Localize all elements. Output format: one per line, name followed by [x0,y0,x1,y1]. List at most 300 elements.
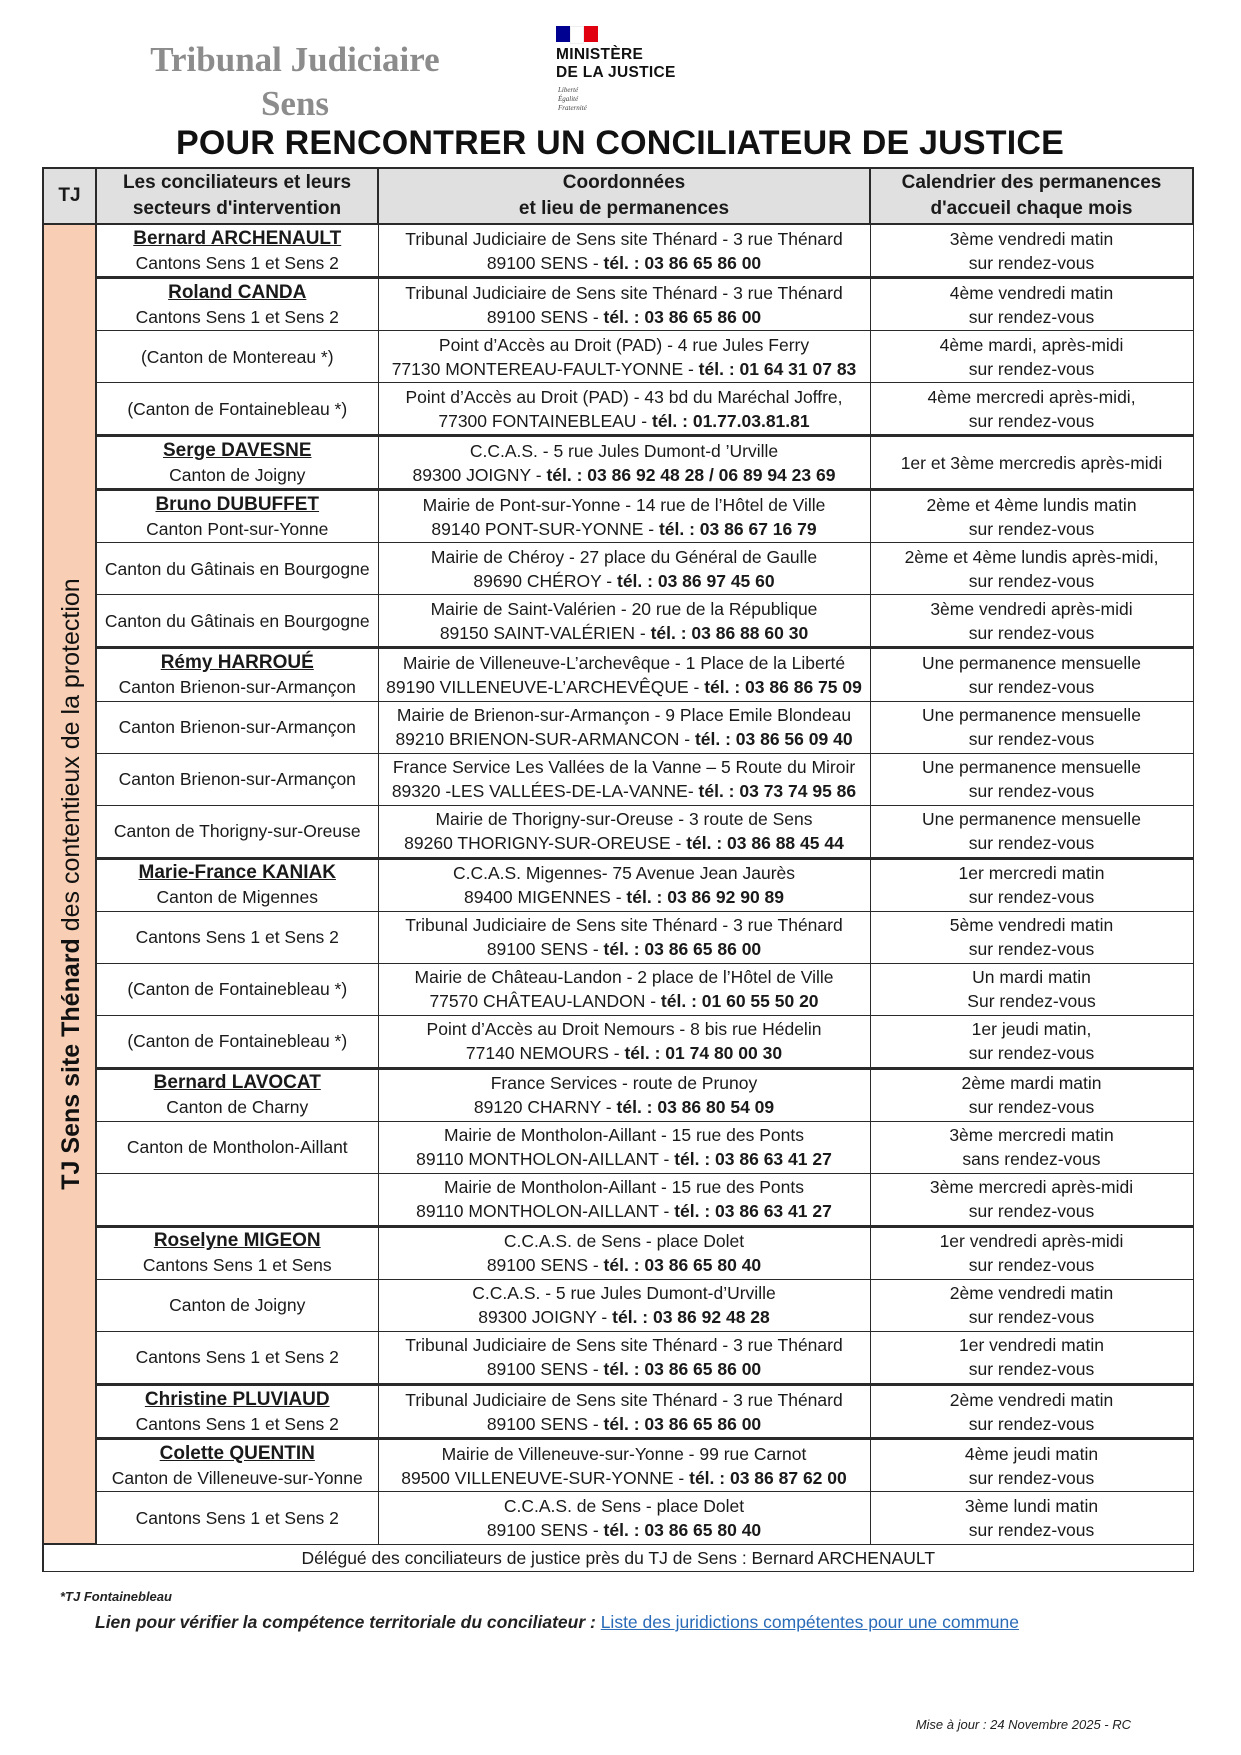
table-row [43,1331,1193,1384]
calendar-line-2: sur rendez-vous [968,622,1095,643]
phone-number: tél. : 01 60 55 50 20 [660,991,819,1012]
conciliator-name: Colette QUENTIN [159,1442,315,1464]
phone-number: tél. : 03 86 88 60 30 [650,622,809,643]
phone-number: tél. : 03 86 97 45 60 [617,570,775,591]
conciliator-name: Roland CANDA [168,281,307,303]
conciliator-cell [96,963,378,1015]
calendar-line-1: 4ème mercredi après-midi, [927,386,1136,407]
calendar-cell [870,1492,1193,1544]
calendar-line-2: sur rendez-vous [968,1201,1095,1222]
calendar-cell [870,963,1193,1015]
address-line-2 [381,1357,868,1381]
phone-number: tél. : 01.77.03.81.81 [652,410,810,431]
sector: Cantons Sens 1 et Sens [142,1255,332,1276]
table-row [43,543,1193,595]
conciliator-cell [96,1173,378,1226]
marianne-flag-icon [556,26,598,44]
sector: Canton Brienon-sur-Armançon [118,769,356,790]
postal-city: 89300 JOIGNY - [478,1307,613,1328]
conciliator-name: Christine PLUVIAUD [144,1388,330,1410]
phone-number: tél. : 03 86 56 09 40 [694,729,853,750]
postal-city: 89120 CHARNY - [473,1097,617,1118]
sector: Canton du Gâtinais en Bourgogne [104,610,370,631]
calendar-line-2: sur rendez-vous [968,1359,1095,1380]
col-header-coords-l1: Coordonnées [562,172,686,193]
calendar-cell [870,331,1193,383]
address-line-1: Mairie de Pont-sur-Yonne - 14 rue de l’Hôtel de Ville [422,494,826,515]
table-row [43,224,1193,278]
sector: (Canton de Fontainebleau *) [127,1031,348,1052]
sector: Cantons Sens 1 et Sens 2 [135,306,339,327]
conciliator-cell [96,224,378,278]
calendar-line-1: 3ème mercredi après-midi [929,1177,1134,1198]
col-header-calendar-l1: Calendrier des permanences [901,172,1162,193]
table-row [43,1068,1193,1121]
address-line-2 [381,621,868,645]
phone-number: tél. : 03 86 80 54 09 [616,1097,775,1118]
postal-city: 89100 SENS - [486,1255,604,1276]
delegate-note: Délégué des conciliateurs de justice près du TJ de Sens : Bernard ARCHENAULT [43,1544,1193,1572]
address-line-2 [381,779,868,803]
conciliator-name: Serge DAVESNE [162,439,312,461]
sector: Cantons Sens 1 et Sens 2 [135,927,339,948]
address-cell [378,1173,870,1226]
table-row [43,1015,1193,1068]
address-line-2 [381,675,868,699]
postal-city: 89400 MIGENNES - [463,887,627,908]
table-row [43,701,1193,753]
calendar-line-1: 4ème jeudi matin [964,1443,1099,1464]
conciliator-cell [96,805,378,858]
postal-city: 89100 SENS - [486,1359,604,1380]
sector: Canton de Montholon-Aillant [126,1137,348,1158]
conciliator-cell [96,543,378,595]
address-line-1: Mairie de Villeneuve-sur-Yonne - 99 rue Carnot [441,1443,807,1464]
address-line-1: France Services - route de Prunoy [490,1073,758,1094]
address-cell [378,1015,870,1068]
sector: (Canton de Fontainebleau *) [127,979,348,1000]
jurisdictions-link[interactable]: Liste des juridictions compétentes pour une commune [600,1612,1019,1632]
address-line-1: Mairie de Montholon-Aillant - 15 rue des Ponts [444,1177,804,1198]
calendar-cell [870,436,1193,490]
calendar-line-2: sur rendez-vous [968,518,1095,539]
calendar-line-1: 3ème vendredi matin [949,228,1114,249]
calendar-line-1: 3ème vendredi après-midi [930,598,1133,619]
conciliator-cell [96,858,378,911]
postal-city: 89100 SENS - [486,306,604,327]
calendar-cell [870,224,1193,278]
sector: Canton de Joigny [169,464,306,485]
address-cell [378,1068,870,1121]
conciliator-name: Rémy HARROUÉ [160,652,314,673]
calendar-line-1: 4ème vendredi matin [949,282,1114,303]
table-row [43,383,1193,436]
postal-city: 89690 CHÉROY - [473,570,617,591]
address-cell [378,1279,870,1331]
table-row [43,911,1193,963]
conciliator-cell [96,1331,378,1384]
table-header-row [43,168,1193,224]
postal-city: 77130 MONTEREAU-FAULT-YONNE - [391,358,699,379]
footnote: *TJ Fontainebleau [60,1589,172,1604]
calendar-line-2: sur rendez-vous [968,252,1095,273]
address-cell [378,701,870,753]
calendar-cell [870,543,1193,595]
calendar-line-1: 4ème mardi, après-midi [939,334,1124,355]
sector: Cantons Sens 1 et Sens 2 [135,1507,339,1528]
sector: Cantons Sens 1 et Sens 2 [135,252,339,273]
address-line-2 [381,727,868,751]
calendar-line-1: Une permanence mensuelle [922,809,1141,830]
sector: Cantons Sens 1 et Sens 2 [135,1347,339,1368]
address-line-1: Tribunal Judiciaire de Sens site Thénard - 3 rue Thénard [405,915,843,936]
sector: (Canton de Fontainebleau *) [127,398,348,419]
calendar-cell [870,1439,1193,1492]
address-cell [378,648,870,701]
court-name [120,38,470,126]
address-cell [378,753,870,805]
postal-city: 89140 PONT-SUR-YONNE - [431,518,659,539]
address-cell [378,595,870,648]
phone-number: tél. : 03 86 65 86 00 [603,306,762,327]
calendar-line-1: Une permanence mensuelle [922,705,1141,726]
address-line-1: C.C.A.S. Migennes- 75 Avenue Jean Jaurès [452,863,796,884]
calendar-line-1: 1er et 3ème mercredis après-midi [900,452,1163,473]
calendar-line-1: 3ème mercredi matin [949,1125,1114,1146]
postal-city: 89500 VILLENEUVE-SUR-YONNE - [401,1467,690,1488]
conciliator-name: Bernard ARCHENAULT [133,227,342,249]
calendar-line-1: 3ème lundi matin [964,1495,1099,1516]
address-cell [378,911,870,963]
conciliator-cell [96,595,378,648]
calendar-cell [870,490,1193,543]
court-line-1: Tribunal Judiciaire [150,40,440,79]
calendar-line-2: sur rendez-vous [968,358,1095,379]
conciliator-cell [96,701,378,753]
address-line-1: Point d’Accès au Droit (PAD) - 4 rue Jules Ferry [438,334,810,355]
sector: Canton de Charny [166,1097,309,1118]
table-row [43,805,1193,858]
phone-number: tél. : 01 74 80 00 30 [624,1043,783,1064]
tj-site-label [43,224,96,1544]
phone-number: tél. : 03 86 87 62 00 [689,1467,847,1488]
address-line-2 [381,1041,868,1065]
address-cell [378,331,870,383]
phone-number: tél. : 03 86 65 86 00 [603,252,762,273]
table-row [43,1492,1193,1544]
calendar-line-2: sur rendez-vous [968,410,1095,431]
address-line-1: Tribunal Judiciaire de Sens site Thénard - 3 rue Thénard [405,228,843,249]
address-cell [378,1121,870,1173]
calendar-line-2: sur rendez-vous [968,570,1095,591]
postal-city: 89300 JOIGNY - [412,464,547,485]
table-row [43,1173,1193,1226]
postal-city: 89260 THORIGNY-SUR-OREUSE - [404,833,687,854]
competence-link-line [95,1612,1019,1633]
address-line-2 [381,251,868,275]
table-row [43,858,1193,911]
table-row [43,595,1193,648]
calendar-line-2: sur rendez-vous [968,677,1095,697]
address-cell [378,1439,870,1492]
sector: Canton Pont-sur-Yonne [146,518,329,539]
calendar-line-2: Sur rendez-vous [967,991,1096,1012]
calendar-cell [870,701,1193,753]
conciliator-cell [96,1068,378,1121]
conciliator-name: Bruno DUBUFFET [155,493,320,515]
sector: Canton Brienon-sur-Armançon [118,677,356,697]
sector: Canton de Thorigny-sur-Oreuse [113,821,361,842]
address-cell [378,1384,870,1438]
calendar-line-1: 2ème et 4ème lundis après-midi, [904,546,1159,567]
tj-site-rest: des contentieux de la protection [57,578,85,939]
calendar-line-2: sur rendez-vous [968,1255,1095,1276]
table-row [43,490,1193,543]
conciliator-name: Roselyne MIGEON [153,1230,321,1252]
address-line-1: Point d’Accès au Droit Nemours - 8 bis rue Hédelin [426,1019,822,1040]
calendar-cell [870,1015,1193,1068]
address-cell [378,224,870,278]
conciliator-cell [96,911,378,963]
postal-city: 77300 FONTAINEBLEAU - [438,410,652,431]
logo-line-1: MINISTÈRE [556,46,644,63]
calendar-line-2: sur rendez-vous [968,939,1095,960]
address-line-2 [381,463,868,487]
calendar-line-2: sur rendez-vous [968,833,1095,854]
address-line-2 [381,1466,868,1490]
table-row [43,1439,1193,1492]
col-header-conciliators-l1: Les conciliateurs et leurs [122,172,352,193]
phone-number: tél. : 01 64 31 07 83 [698,358,857,379]
court-line-2: Sens [260,84,330,123]
address-line-1: Mairie de Chéroy - 27 place du Général de Gaulle [430,546,818,567]
calendar-line-1: 1er vendredi après-midi [939,1231,1124,1252]
sector: Canton du Gâtinais en Bourgogne [104,558,370,579]
calendar-cell [870,858,1193,911]
conciliator-cell [96,383,378,436]
calendar-line-1: 2ème vendredi matin [949,1389,1114,1410]
table-row [43,278,1193,331]
address-line-1: Mairie de Villeneuve-L’archevêque - 1 Place de la Liberté [402,653,846,673]
calendar-line-1: 1er mercredi matin [958,863,1105,884]
table-row [43,331,1193,383]
calendar-line-2: sur rendez-vous [968,306,1095,327]
postal-city: 89100 SENS - [486,252,604,273]
calendar-cell [870,1384,1193,1438]
calendar-line-1: 2ème et 4ème lundis matin [926,494,1137,515]
address-line-2 [381,1095,868,1119]
calendar-line-1: 1er vendredi matin [959,1335,1104,1356]
address-cell [378,278,870,331]
address-cell [378,543,870,595]
address-line-2 [381,831,868,855]
col-header-calendar [870,168,1193,224]
address-line-1: Tribunal Judiciaire de Sens site Thénard - 3 rue Thénard [405,1335,843,1356]
address-line-1: C.C.A.S. de Sens - place Dolet [503,1495,745,1516]
calendar-line-2: sur rendez-vous [968,729,1095,750]
conciliator-cell [96,331,378,383]
conciliator-cell [96,278,378,331]
calendar-cell [870,1173,1193,1226]
conciliator-cell [96,1384,378,1438]
table-row [43,753,1193,805]
calendar-cell [870,1068,1193,1121]
calendar-line-1: Un mardi matin [972,967,1091,988]
table-row [43,1121,1193,1173]
conciliator-cell [96,753,378,805]
phone-number: tél. : 03 86 92 48 28 [612,1307,770,1328]
phone-number: tél. : 03 73 74 95 86 [698,781,857,802]
update-date: Mise à jour : 24 Novembre 2025 - RC [915,1717,1131,1732]
phone-number: tél. : 03 86 65 86 00 [603,1413,762,1434]
calendar-cell [870,595,1193,648]
address-line-2 [381,357,868,381]
phone-number: tél. : 03 86 65 80 40 [603,1519,762,1540]
postal-city: 89190 VILLENEUVE-L’ARCHEVÊQUE - [386,677,705,697]
calendar-line-1: Une permanence mensuelle [922,757,1141,778]
conciliator-cell [96,1226,378,1279]
address-line-1: Mairie de Thorigny-sur-Oreuse - 3 route de Sens [435,809,813,830]
calendar-line-2: sur rendez-vous [968,1043,1095,1064]
postal-city: 77570 CHÂTEAU-LANDON - [429,991,661,1012]
address-line-2 [381,885,868,909]
address-cell [378,383,870,436]
conciliator-cell [96,436,378,490]
address-line-2 [381,1518,868,1542]
address-line-2 [381,1147,868,1171]
postal-city: 89110 MONTHOLON-AILLANT - [416,1149,675,1170]
calendar-cell [870,1226,1193,1279]
calendar-line-2: sur rendez-vous [968,1467,1095,1488]
address-line-1: C.C.A.S. de Sens - place Dolet [503,1231,745,1252]
calendar-line-2: sur rendez-vous [968,781,1095,802]
sector: Canton de Villeneuve-sur-Yonne [111,1467,363,1488]
address-cell [378,963,870,1015]
address-line-1: C.C.A.S. - 5 rue Jules Dumont-d’Urville [472,1283,776,1304]
ministry-logo [556,22,696,122]
address-cell [378,490,870,543]
calendar-cell [870,278,1193,331]
postal-city: 89150 SAINT-VALÉRIEN - [439,622,651,643]
calendar-line-1: 2ème vendredi matin [949,1283,1114,1304]
page-title: POUR RENCONTRER UN CONCILIATEUR DE JUSTICE [175,124,1065,162]
postal-city: 77140 NEMOURS - [465,1043,625,1064]
address-cell [378,858,870,911]
conciliator-cell [96,1015,378,1068]
postal-city: 89100 SENS - [486,1413,604,1434]
calendar-line-1: 2ème mardi matin [961,1073,1102,1094]
postal-city: 89100 SENS - [486,1519,604,1540]
phone-number: tél. : 03 86 65 86 00 [603,939,762,960]
calendar-line-1: Une permanence mensuelle [922,653,1141,673]
address-line-2 [381,1305,868,1329]
col-header-conciliators [96,168,378,224]
calendar-cell [870,383,1193,436]
conciliator-cell [96,1279,378,1331]
address-line-2 [381,1412,868,1436]
phone-number: tél. : 03 86 86 75 09 [704,677,862,697]
address-line-2 [381,517,868,541]
address-line-2 [381,409,868,433]
col-header-tj: TJ [43,168,96,224]
calendar-line-2: sur rendez-vous [968,1519,1095,1540]
link-label: Lien pour vérifier la compétence territoriale du conciliateur : [95,1612,601,1632]
conciliator-cell [96,1492,378,1544]
calendar-cell [870,1121,1193,1173]
address-line-1: C.C.A.S. - 5 rue Jules Dumont-d ’Urville [469,440,779,461]
logo-line-2: DE LA JUSTICE [556,64,676,81]
address-line-1: Tribunal Judiciaire de Sens site Thénard - 3 rue Thénard [405,282,843,303]
address-line-1: Mairie de Montholon-Aillant - 15 rue des Ponts [444,1125,804,1146]
sector: Canton de Migennes [156,887,318,908]
col-header-coords [378,168,870,224]
conciliator-cell [96,490,378,543]
address-cell [378,1226,870,1279]
table-row [43,648,1193,701]
calendar-cell [870,805,1193,858]
conciliators-table [42,167,1194,1572]
conciliator-name: Bernard LAVOCAT [153,1072,321,1094]
address-line-2 [381,569,868,593]
col-header-coords-l2: et lieu de permanences [518,198,730,219]
calendar-cell [870,648,1193,701]
sector: Cantons Sens 1 et Sens 2 [135,1413,339,1434]
calendar-line-2: sans rendez-vous [962,1149,1101,1170]
tj-site-bold: TJ Sens site Thénard [57,938,85,1190]
address-line-2 [381,1199,868,1223]
logo-motto-3: Fraternité [558,104,587,112]
calendar-cell [870,911,1193,963]
postal-city: 89320 -LES VALLÉES-DE-LA-VANNE- [391,781,699,802]
table-row [43,436,1193,490]
conciliator-cell [96,648,378,701]
postal-city: 89210 BRIENON-SUR-ARMANCON - [395,729,695,750]
calendar-line-1: 5ème vendredi matin [949,915,1114,936]
address-line-1: Mairie de Château-Landon - 2 place de l’Hôtel de Ville [414,967,834,988]
col-header-calendar-l2: d'accueil chaque mois [930,198,1133,219]
address-cell [378,1492,870,1544]
address-cell [378,1331,870,1384]
conciliator-cell [96,1439,378,1492]
phone-number: tél. : 03 86 92 48 28 / 06 89 94 23 69 [546,464,836,485]
phone-number: tél. : 03 86 92 90 89 [626,887,785,908]
sector: Canton de Joigny [169,1295,306,1316]
calendar-line-1: 1er jeudi matin, [971,1019,1092,1040]
calendar-cell [870,753,1193,805]
table-row [43,1279,1193,1331]
address-line-2 [381,989,868,1013]
sector: (Canton de Montereau *) [140,346,334,367]
calendar-line-2: sur rendez-vous [968,1307,1095,1328]
logo-motto-2: Égalité [558,95,579,103]
phone-number: tél. : 03 86 88 45 44 [686,833,844,854]
address-line-1: Tribunal Judiciaire de Sens site Thénard - 3 rue Thénard [405,1389,843,1410]
phone-number: tél. : 03 86 63 41 27 [674,1149,832,1170]
col-header-conciliators-l2: secteurs d'intervention [132,198,342,219]
phone-number: tél. : 03 86 65 86 00 [603,1359,762,1380]
address-line-2 [381,305,868,329]
address-line-2 [381,937,868,961]
address-line-1: Mairie de Brienon-sur-Armançon - 9 Place Emile Blondeau [396,705,852,726]
conciliator-cell [96,1121,378,1173]
logo-motto-1: Liberté [558,86,579,94]
address-line-1: France Service Les Vallées de la Vanne – 5 Route du Miroir [392,757,856,778]
conciliator-name: Marie-France KANIAK [138,862,336,884]
table-row [43,963,1193,1015]
calendar-line-2: sur rendez-vous [968,1413,1095,1434]
calendar-line-2: sur rendez-vous [968,1097,1095,1118]
phone-number: tél. : 03 86 67 16 79 [658,518,817,539]
